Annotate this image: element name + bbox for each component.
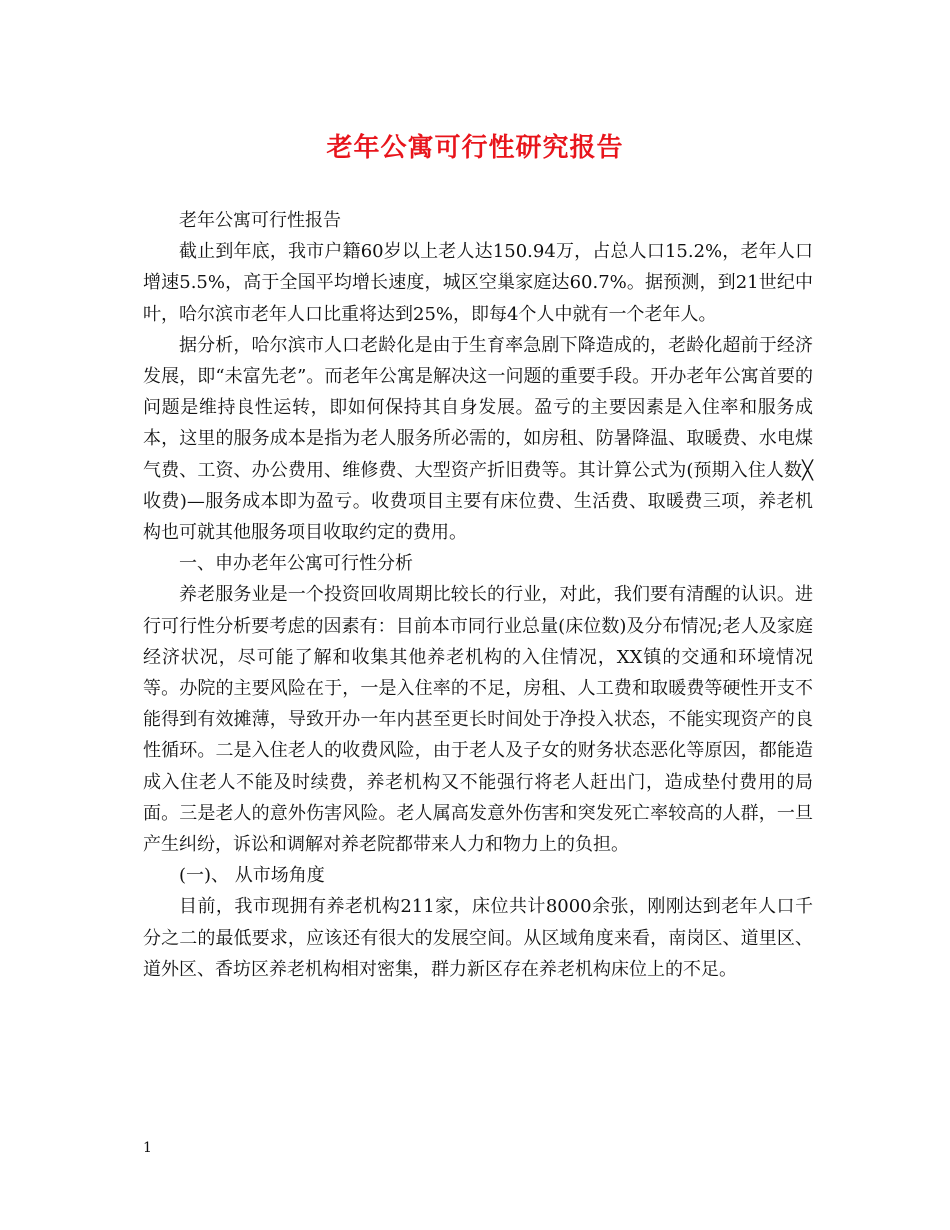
document-body	[143, 205, 813, 985]
subsection-heading-market: (一)、 从市场角度	[179, 865, 325, 887]
paragraph-market-status: 目前，我市现拥有养老机构211家，床位共计8000余张，刚刚达到老年人口千分之二的最低要求，应该还有很大的发展空间。从区域角度来看，南岗区、道里区、道外区、香坊区养老机构相对密集，群力新区存在养老机构床位上的不足。	[143, 896, 813, 980]
paragraph-subtitle: 老年公寓可行性报告	[179, 210, 341, 231]
document-title: 老年公寓可行性研究报告	[326, 133, 624, 163]
paragraph-population-stats: 截止到年底，我市户籍60岁以上老人达150.94万，占总人口15.2%，老年人口增速5.5%，高于全国平均增长速度，城区空巢家庭达60.7%。据预测，到21世纪中叶，哈尔滨市老年人口比重将达到25%，即每4个人中就有一个老年人。	[143, 241, 813, 325]
paragraph-aging-analysis: 据分析，哈尔滨市人口老龄化是由于生育率急剧下降造成的，老龄化超前于经济发展，即“未富先老”。而老年公寓是解决这一问题的重要手段。开办老年公寓首要的问题是维持良性运转，即如何保持其自身发展。盈亏的主要因素是入住率和服务成本，这里的服务成本是指为老人服务所必需的，如房租、防暑降温、取暖费、水电煤气费、工资、办公费用、维修费、大型资产折旧费等。其计算公式为(预期入住人数╳收费)—服务成本即为盈亏。收费项目主要有床位费、生活费、取暖费三项，养老机构也可就其他服务项目收取约定的费用。	[143, 334, 813, 544]
paragraph-risk-analysis: 养老服务业是一个投资回收周期比较长的行业，对此，我们要有清醒的认识。进行可行性分析要考虑的因素有：目前本市同行业总量(床位数)及分布情况;老人及家庭经济状况，尽可能了解和收集其他养老机构的入住情况，XX镇的交通和环境情况等。办院的主要风险在于，一是入住率的不足，房租、人工费和取暖费等硬性开支不能得到有效摊薄，导致开办一年内甚至更长时间处于净投入状态，不能实现资产的良性循环。二是入住老人的收费风险，由于老人及子女的财务状态恶化等原因，都能造成入住老人不能及时续费，养老机构又不能强行将老人赶出门，造成垫付费用的局面。三是老人的意外伤害风险。老人属高发意外伤害和突发死亡率较高的人群，一旦产生纠纷，诉讼和调解对养老院都带来人力和物力上的负担。	[143, 584, 813, 856]
section-heading-feasibility: 一、申办老年公寓可行性分析	[179, 553, 413, 575]
page-number: 1	[143, 1140, 152, 1156]
